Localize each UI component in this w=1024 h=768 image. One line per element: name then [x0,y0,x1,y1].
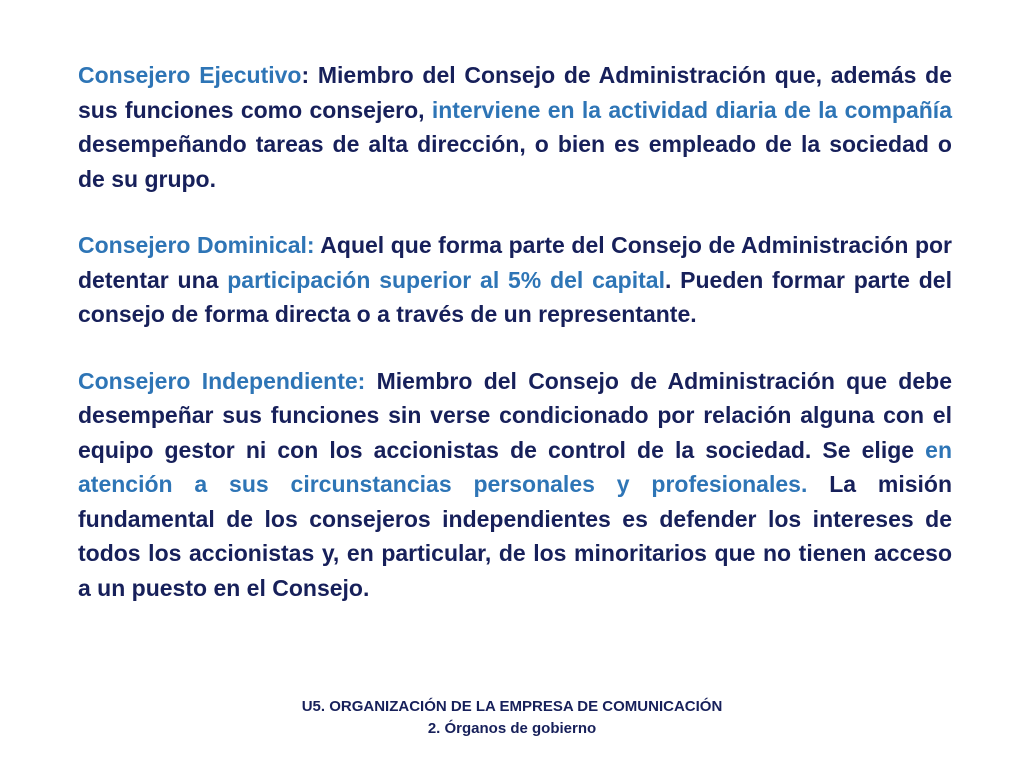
term-consejero-ejecutivo: Consejero Ejecutivo [78,62,302,88]
term-consejero-dominical: Consejero Dominical: [78,232,315,258]
paragraph-text: Aquel que forma parte del Consejo de Administración por detentar una [78,232,952,293]
paragraph-text: Miembro del Consejo de Administración que debe desempeñar sus funciones sin verse condicionado por relación alguna con el equipo gestor ni con los accionistas de control de la sociedad. Se elige [78,367,952,463]
term-consejero-independiente: Consejero Independiente: [78,367,366,394]
highlighted-phrase: participación superior al 5% del capital [227,266,665,293]
highlighted-phrase: interviene en la actividad diaria de la compañía [431,96,952,123]
slide-body [78,58,952,637]
footer-section-title: 2. Órganos de gobierno [427,720,597,737]
slide-footer [0,696,1024,740]
paragraph-consejero-independiente [78,364,952,606]
paragraph-consejero-dominical [78,228,952,332]
paragraph-consejero-ejecutivo [78,58,952,196]
paragraph-text: . Pueden formar parte del consejo de forma directa o a través de un representante. [78,266,952,327]
paragraph-text: : Miembro del Consejo de Administración que, además de sus funciones como consejero, [78,62,952,123]
highlighted-phrase: en atención a sus circunstancias personales y profesionales. [78,436,952,497]
footer-unit-title: U5. ORGANIZACIÓN DE LA EMPRESA DE COMUNICACIÓN [301,698,723,715]
paragraph-text: La misión fundamental de los consejeros independientes es defender los intereses de todos los accionistas y, en particular, de los minoritarios que no tienen acceso a un puesto en el Consejo. [78,471,952,601]
paragraph-text: desempeñando tareas de alta dirección, o bien es empleado de la sociedad o de su grupo. [78,131,952,192]
